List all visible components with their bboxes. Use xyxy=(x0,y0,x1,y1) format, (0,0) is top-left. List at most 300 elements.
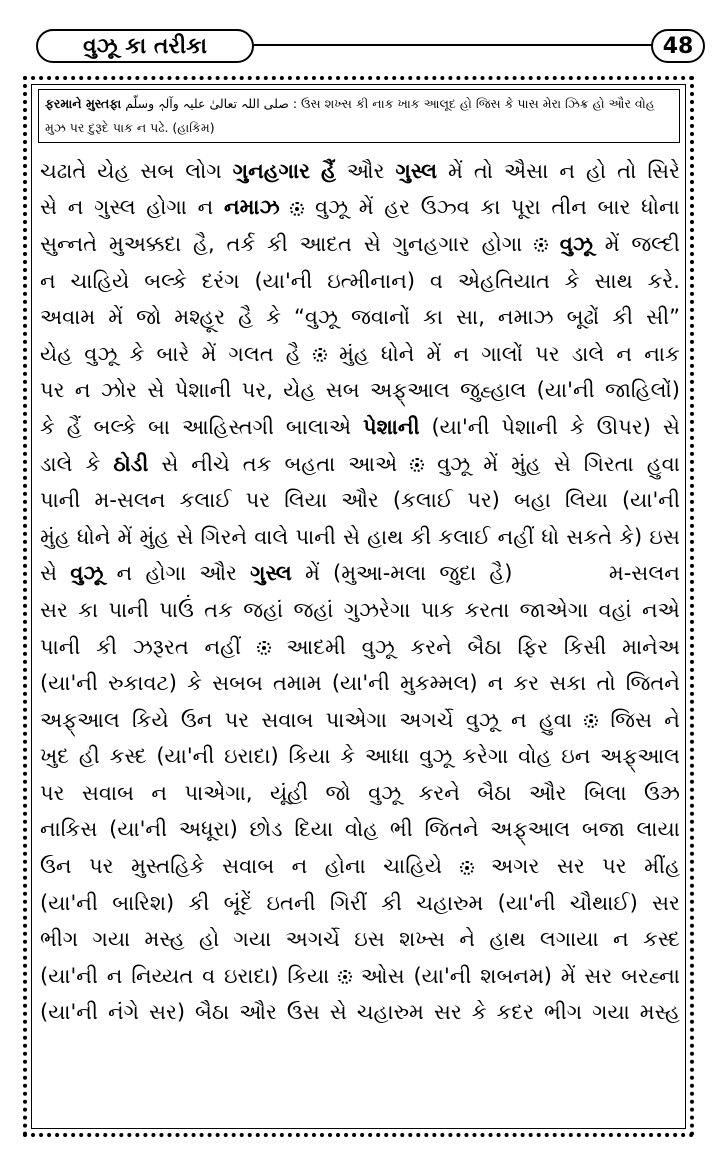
text-line xyxy=(40,702,680,739)
word: વહાં xyxy=(598,597,632,622)
flower-ornament-icon xyxy=(534,238,548,252)
word: ગિરને xyxy=(200,524,248,549)
word: અફ્આલ xyxy=(40,707,120,732)
word: કી xyxy=(612,305,634,330)
word: બૂંદેં xyxy=(223,890,253,915)
word: ભીગ xyxy=(40,927,79,952)
word: ઇરાદા) xyxy=(223,963,279,988)
text-line xyxy=(40,958,680,995)
word: સર xyxy=(652,890,680,915)
word: ઇન xyxy=(561,744,591,769)
word: (યા'ની xyxy=(497,890,556,915)
word: પર xyxy=(224,707,250,732)
word: સવાબ xyxy=(81,780,135,805)
flower-ornament-icon xyxy=(313,348,327,362)
word: વુઝૂ xyxy=(368,780,402,805)
word: ગુઝરેગા xyxy=(343,597,411,622)
word: ને xyxy=(664,707,680,732)
word: ઇત્મીનાન) xyxy=(327,268,416,293)
word: ગયા xyxy=(233,927,272,952)
word: મસ્હ xyxy=(639,1000,680,1025)
word: (યા'ની xyxy=(156,744,215,769)
word: યૂંહી xyxy=(269,780,309,805)
word: મેં xyxy=(108,305,124,330)
word: મુઅક્કદા xyxy=(108,231,182,256)
word: ઇતની xyxy=(266,890,316,915)
word: સે xyxy=(553,451,571,476)
word: વુઝૂ xyxy=(314,195,349,220)
word: કા xyxy=(423,305,444,330)
word: કે xyxy=(340,744,356,769)
word: હુવા xyxy=(646,451,680,476)
text-line xyxy=(40,482,680,519)
word: કે xyxy=(564,268,580,293)
word: ઝરૂરત xyxy=(132,634,189,659)
word: ફિર xyxy=(517,634,549,659)
text-line xyxy=(40,921,680,958)
word: હોગા xyxy=(481,231,523,256)
word: સે xyxy=(40,195,58,220)
word: (યા'ની xyxy=(621,488,680,513)
word: જિતને xyxy=(424,817,479,842)
word: સકતે xyxy=(566,524,613,549)
word: કરેગા xyxy=(462,744,509,769)
word: (યા'ની xyxy=(40,1000,98,1025)
bold-word: ગુસ્લ xyxy=(395,158,438,183)
text-line xyxy=(40,226,680,263)
word: ગયા xyxy=(592,1000,630,1025)
word: જહાં xyxy=(293,597,334,622)
word: (યા'ની xyxy=(254,268,313,293)
word: પાની xyxy=(40,634,81,659)
word: ન xyxy=(197,195,214,220)
word: હોના xyxy=(324,854,366,879)
word: જાહિલોં) xyxy=(604,378,680,403)
word: દરંગ xyxy=(201,268,240,293)
word: મશ્હૂર xyxy=(174,305,226,330)
word: ગયા xyxy=(92,927,131,952)
header-rule xyxy=(254,44,652,46)
word: સબબ xyxy=(212,671,263,696)
word: તક xyxy=(242,451,272,476)
word: ચાહિયે xyxy=(70,268,130,293)
word: મેં xyxy=(426,341,442,366)
word: મેં xyxy=(201,341,217,366)
word: ઇસ xyxy=(354,927,385,952)
word: કરતા xyxy=(464,597,510,622)
word: અવામ xyxy=(40,305,96,330)
word: નમાઝ xyxy=(497,305,554,330)
word: સવાબ xyxy=(222,854,275,879)
word: પર, xyxy=(241,378,273,403)
word: ગુસ્લ xyxy=(94,195,136,220)
text-line xyxy=(40,848,680,885)
word: ધો xyxy=(541,524,560,549)
word: ગુનહગાર xyxy=(392,231,470,256)
word: પાએગા, xyxy=(184,780,253,805)
word: વોહ xyxy=(518,744,552,769)
hadith-text-1: : ઉસ શખ્સ કી નાક ખાક આલૂદ હો જિસ કે પાસ મેરા ઝિક્ર હો ઔર વોહ xyxy=(292,96,655,111)
word: એહતિયાત xyxy=(457,268,550,293)
word: મ-સલન xyxy=(608,561,680,586)
word: સે xyxy=(363,231,381,256)
word: હી xyxy=(78,744,100,769)
word: અગર xyxy=(491,854,540,879)
word: સબ xyxy=(140,158,175,183)
word: ગિરતા xyxy=(583,451,634,476)
word: સર xyxy=(556,854,585,879)
word: મુંહ xyxy=(510,451,541,476)
word: પેશાની xyxy=(174,378,232,403)
word: કે xyxy=(85,451,101,476)
text-line xyxy=(40,153,680,190)
word: હર xyxy=(384,195,411,220)
word: મેં xyxy=(304,561,320,586)
word: પર) xyxy=(467,488,500,513)
bold-word: નમાઝ xyxy=(223,195,280,220)
word: ન xyxy=(40,268,56,293)
text-line xyxy=(40,446,680,483)
word: મુંહ xyxy=(339,341,369,366)
word: (યા'ની xyxy=(331,671,390,696)
word: ઔર xyxy=(239,1000,277,1025)
word: ચહારુમ xyxy=(416,890,484,915)
word: ભી xyxy=(389,817,413,842)
word: મુકમ્મલ) xyxy=(399,671,478,696)
word: મેં xyxy=(448,158,463,183)
word: ઊપર) xyxy=(596,414,651,439)
hadith-label: ફરમાને મુસ્તફા xyxy=(45,96,122,111)
word: મેં xyxy=(117,524,133,549)
hadith-salutation: صلی اللہ تعالیٰ علیہ وآلہٖ وسلّم xyxy=(125,96,289,111)
word: જલ્દી xyxy=(631,231,680,256)
word: હૈ xyxy=(285,341,301,366)
word: ડાલે xyxy=(571,341,605,366)
word: (મુઆ-મલા xyxy=(333,561,427,586)
word: બજા xyxy=(581,817,625,842)
word: કે xyxy=(40,414,55,439)
word: કે xyxy=(187,671,202,696)
word: ધોને xyxy=(380,341,415,366)
word: કલાઈ xyxy=(438,524,491,549)
text-line xyxy=(40,263,680,300)
word: (યા'ની xyxy=(536,378,595,403)
word: પાક xyxy=(420,597,455,622)
body-text xyxy=(40,153,680,1031)
word: યેહ xyxy=(97,158,130,183)
word: બૈઠા xyxy=(477,780,512,805)
word: પાની xyxy=(108,597,149,622)
word: સે xyxy=(662,414,680,439)
word: ઉસ xyxy=(286,1000,320,1025)
word: (યા'ની xyxy=(413,963,472,988)
flower-ornament-icon xyxy=(410,458,424,472)
word: બાલાએ xyxy=(285,414,352,439)
text-line xyxy=(40,556,680,593)
word: ન xyxy=(511,707,527,732)
page-number: 48 xyxy=(651,29,705,63)
word: કી xyxy=(96,634,118,659)
text-line xyxy=(40,409,680,446)
word: તર્ક xyxy=(226,231,256,256)
word: નાકિસ xyxy=(40,817,98,842)
word: સર xyxy=(584,963,613,988)
word: કે xyxy=(471,1000,487,1025)
bold-word: ઠોડી xyxy=(113,451,149,476)
word: કી xyxy=(381,890,402,915)
text-line xyxy=(40,519,680,556)
word: તક xyxy=(204,597,233,622)
word: બારિશ) xyxy=(112,890,175,915)
word: બાર xyxy=(597,195,631,220)
word: આદમી xyxy=(286,634,346,659)
word: ઔર xyxy=(199,561,237,586)
word: શબનમ) xyxy=(480,963,552,988)
text-line xyxy=(40,995,680,1032)
hadith-line-1 xyxy=(45,92,673,116)
word: બહતા xyxy=(284,451,336,476)
word: સે xyxy=(329,1000,347,1025)
word: બરહ્ના xyxy=(621,963,680,988)
word: ચઢાતે xyxy=(40,158,87,183)
word: જુદા xyxy=(439,561,477,586)
word: પર xyxy=(602,854,627,879)
word: નહીં xyxy=(497,524,535,549)
word: લોગ xyxy=(185,158,222,183)
word: વુઝૂ xyxy=(361,634,395,659)
word: મેં xyxy=(358,195,374,220)
word: ધોને xyxy=(76,524,111,549)
word: હુવા xyxy=(538,707,573,732)
word: (યા'ની xyxy=(40,963,98,988)
word: કલાઈ xyxy=(179,488,232,513)
bold-word: વુઝૂ xyxy=(70,561,104,586)
word: અગર્ચે xyxy=(285,927,340,952)
word: મ-સલન xyxy=(94,488,166,513)
word: બલ્કે xyxy=(93,414,137,439)
word: કિયા xyxy=(288,744,331,769)
word: મેં xyxy=(560,963,576,988)
word: હાથ xyxy=(367,524,404,549)
word: ઔર xyxy=(341,488,379,513)
word: બૈઠા xyxy=(195,1000,230,1025)
word: ધોના xyxy=(641,195,680,220)
word: (કલાઈ xyxy=(392,488,454,513)
flower-ornament-icon xyxy=(257,641,271,655)
word: સકા xyxy=(549,671,587,696)
word: ઉઝ્વ xyxy=(420,195,470,220)
word: માનેઅ xyxy=(622,634,680,659)
word: સર xyxy=(40,597,68,622)
word: ઉઝ્ર xyxy=(644,780,680,805)
hadith-line-2 xyxy=(45,116,673,140)
flower-ornament-icon xyxy=(584,714,598,728)
word: મુંહ xyxy=(40,524,70,549)
word: ન xyxy=(559,158,575,183)
word: ન xyxy=(67,195,84,220)
word: બહા xyxy=(513,488,551,513)
word: બારે xyxy=(156,341,190,366)
word: પર xyxy=(535,341,560,366)
word: પૂરા xyxy=(511,195,541,220)
running-title: વુઝૂ કા તરીકા xyxy=(36,29,254,63)
bold-word: હૈં xyxy=(320,158,336,183)
word: વ xyxy=(202,963,216,988)
text-line xyxy=(40,885,680,922)
word: ખુદ xyxy=(40,744,70,769)
word: પાએગા xyxy=(325,707,388,732)
word: (યા'ની xyxy=(40,671,98,696)
text-line xyxy=(40,592,680,629)
word: ન xyxy=(116,561,133,586)
word: મસ્હ xyxy=(144,927,185,952)
word: ન xyxy=(487,671,504,696)
word: અફ્આલ xyxy=(600,744,680,769)
word: રુકાવટ) xyxy=(108,671,177,696)
text-line xyxy=(40,665,680,702)
word: હૈ, xyxy=(193,231,215,256)
hadith-text-2: મુઝ પર દુરૂદે પાક ન પઢે. (હાકિમ) xyxy=(45,120,215,135)
word: સબ xyxy=(325,378,360,403)
word: કી xyxy=(266,231,288,256)
word: ચહારુમ xyxy=(356,1000,424,1025)
word: (યા'ની xyxy=(431,414,490,439)
word: નીચે xyxy=(191,451,230,476)
word: પાની xyxy=(295,524,336,549)
word: સર xyxy=(433,1000,462,1025)
word: મીંહ xyxy=(644,854,680,879)
word: બિલા xyxy=(583,780,627,805)
word: વાલે xyxy=(254,524,289,549)
word: કે xyxy=(569,414,585,439)
word: મેં xyxy=(483,451,499,476)
word: વુઝૂ xyxy=(465,707,499,732)
hadith-box xyxy=(38,89,680,143)
flower-ornament-icon xyxy=(460,861,474,875)
word: અફ્આલ xyxy=(490,817,571,842)
word: તમામ xyxy=(272,671,322,696)
word: કી xyxy=(188,890,210,915)
bold-word: ગુસ્લ xyxy=(250,561,292,586)
word: ગાલોં xyxy=(481,341,523,366)
word: કરને xyxy=(418,780,460,805)
word: ચાહિયે xyxy=(383,854,443,879)
word: સિરે xyxy=(647,158,680,183)
text-line xyxy=(40,336,680,373)
word: હોગા xyxy=(145,561,187,586)
word: સાથ xyxy=(594,268,633,293)
word: જહાં xyxy=(243,597,284,622)
word: કરને xyxy=(410,634,452,659)
word: ને xyxy=(459,927,476,952)
word: આદત xyxy=(299,231,352,256)
word: સે xyxy=(343,524,361,549)
word: જો xyxy=(136,305,162,330)
word: નહીં xyxy=(204,634,242,659)
word: “વુઝૂ xyxy=(293,305,338,330)
word: જિતને xyxy=(625,671,680,696)
word: કિસી xyxy=(563,634,607,659)
word: આએ xyxy=(348,451,398,476)
word: અફ્આલ xyxy=(370,378,450,403)
word: પાઉં xyxy=(159,597,194,622)
word: જિસ xyxy=(610,707,653,732)
word: સે xyxy=(147,378,165,403)
word: કરે. xyxy=(647,268,680,293)
word: શખ્સ xyxy=(399,927,446,952)
word: પાની xyxy=(40,488,81,513)
word: ઇસ xyxy=(649,524,680,549)
word: બૈઠા xyxy=(467,634,502,659)
word: કે xyxy=(129,341,145,366)
word: વુઝૂ xyxy=(84,341,118,366)
bold-word: ગુનહગાર xyxy=(232,158,310,183)
word: કર xyxy=(513,671,540,696)
word: બૂઢોં xyxy=(566,305,600,330)
flower-ornament-icon xyxy=(290,202,304,216)
word: ડાલે xyxy=(40,451,73,476)
text-line xyxy=(40,739,680,776)
word: તો xyxy=(473,158,494,183)
word: હો xyxy=(199,927,220,952)
text-line xyxy=(40,373,680,410)
word: વુઝૂ xyxy=(419,744,453,769)
text-line xyxy=(40,299,680,336)
word: આધા xyxy=(364,744,410,769)
word: ગિરીં xyxy=(329,890,367,915)
word: કદર xyxy=(496,1000,534,1025)
word: હોગા xyxy=(146,195,187,220)
word: વ xyxy=(429,268,443,293)
word: કે) xyxy=(619,524,643,549)
word: સુન્નતે xyxy=(40,231,98,256)
word: કસ્દ xyxy=(642,927,680,952)
word: છોડ xyxy=(249,817,283,842)
word: ઝોર xyxy=(100,378,138,403)
word: કિયે xyxy=(131,707,169,732)
text-line xyxy=(40,775,680,812)
bold-word: પેશાની xyxy=(362,414,420,439)
word: જવાનોં xyxy=(351,305,410,330)
word: ઉન xyxy=(40,854,72,879)
word: સે xyxy=(176,524,194,549)
word: આહિસ્તગી xyxy=(181,414,274,439)
word: ઓસ xyxy=(360,963,405,988)
word: ઔર xyxy=(528,780,567,805)
word: ઔર xyxy=(346,158,385,183)
word: ન xyxy=(106,963,123,988)
word: તો xyxy=(617,158,637,183)
word: ગલત xyxy=(228,341,274,366)
word: ન xyxy=(74,378,91,403)
word: નાક xyxy=(644,341,680,366)
word: ભીગ xyxy=(543,1000,583,1025)
word: કસ્દ xyxy=(109,744,147,769)
text-line xyxy=(40,190,680,227)
word: મેં xyxy=(604,231,620,256)
word: હૈ xyxy=(238,305,254,330)
word: યેહ xyxy=(283,378,316,403)
word: હો xyxy=(585,158,607,183)
flower-ornament-icon xyxy=(338,970,352,984)
text-line xyxy=(40,812,680,849)
word: કી xyxy=(410,524,432,549)
text-line xyxy=(40,629,680,666)
word: ચૌથાઈ) xyxy=(569,890,638,915)
word: સા, xyxy=(456,305,485,330)
word: કા xyxy=(480,195,501,220)
word: સી” xyxy=(646,305,680,330)
